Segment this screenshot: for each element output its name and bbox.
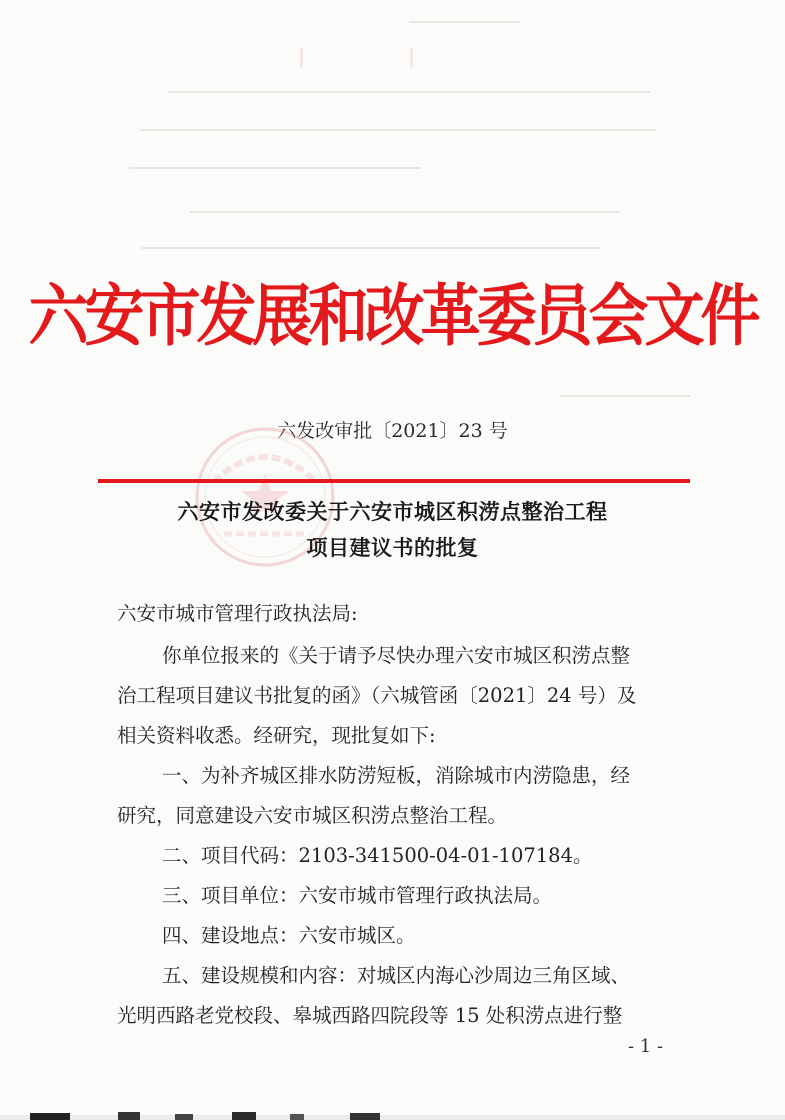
body-line: 光明西路老党校段、皋城西路四院段等 15 处积涝点进行整 <box>117 1004 623 1027</box>
subject-line-1: 六安市发改委关于六安市城区积涝点整治工程 <box>177 499 608 524</box>
recipient-line: 六安市城市管理行政执法局: <box>117 602 358 625</box>
body-line: 研究，同意建设六安市城区积涝点整治工程。 <box>117 804 508 827</box>
red-divider-rule <box>98 479 690 483</box>
body-line: 治工程项目建议书批复的函》（六城管函〔2021〕24 号）及 <box>117 684 637 707</box>
body-line: 你单位报来的《关于请予尽快办理六安市城区积涝点整 <box>162 644 631 667</box>
body-line: 一、为补齐城区排水防涝短板，消除城市内涝隐患，经 <box>162 764 631 787</box>
body-line: 三、项目单位：六安市城市管理行政执法局。 <box>162 884 553 907</box>
body-line: 五、建设规模和内容：对城区内海心沙周边三角区域、 <box>162 964 631 987</box>
subject-line-2: 项目建议书的批复 <box>306 535 479 560</box>
body-line: 相关资料收悉。经研究，现批复如下: <box>117 724 436 747</box>
body-line: 四、建设地点：六安市城区。 <box>162 924 416 947</box>
scan-edge-artifact <box>0 1106 785 1120</box>
issuing-authority-title: 六安市发展和改革委员会文件 <box>28 277 757 356</box>
body-line: 二、项目代码：2103-341500-04-01-107184。 <box>162 844 593 867</box>
document-number: 六发改审批〔2021〕23 号 <box>277 420 508 442</box>
page-number: - 1 - <box>628 1036 664 1057</box>
